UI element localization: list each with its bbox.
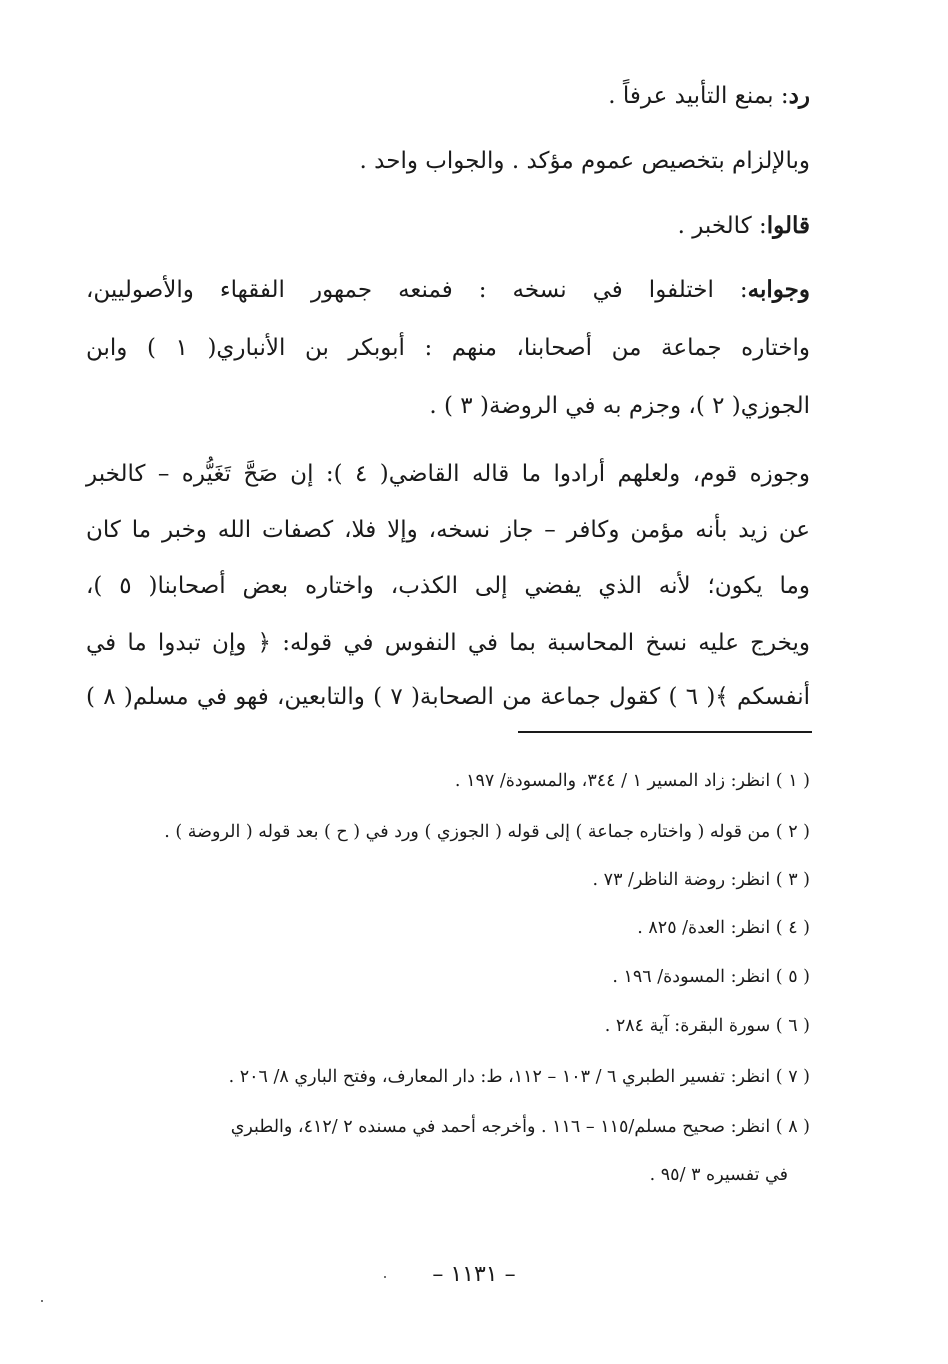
footnote-5: ( ٥ ) انظر: المسودة/ ١٩٦ . — [612, 967, 810, 987]
paragraph-lead: وجوابه — [747, 276, 810, 303]
footnote-separator — [518, 731, 812, 733]
footnote-4: ( ٤ ) انظر: العدة/ ٨٢٥ . — [637, 918, 810, 938]
footnote-1: ( ١ ) انظر: زاد المسير ١ / ٣٤٤، والمسودة/ ١٩٧ . — [454, 771, 810, 791]
paragraph-answer-line-3: الجوزي( ٢ )، وجزم به في الروضة( ٣ ) . — [429, 393, 810, 419]
paragraph-obligation: وبالإلزام بتخصيص عموم مؤكد . والجواب واحد . — [359, 148, 810, 174]
footnote-2: ( ٢ ) من قوله ( واختاره جماعة ) إلى قوله ( الجوزي ) ورد في ( ح ) بعد قوله ( الروضة ) . — [164, 822, 810, 842]
footnote-7: ( ٧ ) انظر: تفسير الطبري ٦ / ١٠٣ – ١١٢، ط: دار المعارف، وفتح الباري ٨/ ٢٠٦ . — [228, 1067, 810, 1087]
scan-speck — [384, 1276, 386, 1278]
footnote-6: ( ٦ ) سورة البقرة: آية ٢٨٤ . — [604, 1016, 810, 1036]
paragraph-they-said — [86, 212, 810, 239]
paragraph-lead: قالوا — [766, 212, 810, 239]
paragraph-text: : بمنع التأبيد عرفاً . — [608, 83, 789, 109]
paragraph-lead: رد — [788, 82, 810, 109]
footnote-3: ( ٣ ) انظر: روضة الناظر/ ٧٣ . — [592, 870, 810, 890]
page-number: – ١١٣١ – — [432, 1262, 516, 1287]
paragraph-permitted-line-3: وما يكون؛ لأنه الذي يفضي إلى الكذب، واختاره بعض أصحابنا( ٥ )، — [86, 573, 810, 599]
scan-speck — [41, 1300, 43, 1302]
footnote-8-continued: في تفسيره ٣ /٩٥ . — [649, 1165, 788, 1185]
paragraph-permitted-line-1: وجوزه قوم، ولعلهم أرادوا ما قاله القاضي( ٤ ): إن صَحَّ تَغَيُّره – كالخبر — [86, 461, 810, 487]
paragraph-answer-line-2: واختاره جماعة من أصحابنا، منهم : أبوبكر بن الأنباري( ١ ) وابن — [86, 335, 810, 361]
paragraph-permitted-line-4: ويخرج عليه نسخ المحاسبة بما في النفوس في قوله: ﴿ وإن تبدوا ما في — [86, 630, 810, 656]
paragraph-reply — [86, 82, 810, 109]
paragraph-answer-line-1 — [86, 276, 810, 303]
paragraph-text: : كالخبر . — [677, 213, 767, 239]
paragraph-permitted-line-5: أنفسكم ﴾( ٦ ) كقول جماعة من الصحابة( ٧ ) والتابعين، فهو في مسلم( ٨ ) — [86, 684, 810, 710]
paragraph-text: : اختلفوا في نسخه : فمنعه جمهور الفقهاء والأصوليين، — [86, 277, 748, 303]
footnote-8: ( ٨ ) انظر: صحيح مسلم/١١٥ – ١١٦ . وأخرجه أحمد في مسنده ٢ /٤١٢، والطبري — [230, 1117, 810, 1137]
paragraph-permitted-line-2: عن زيد بأنه مؤمن وكافر – جاز نسخه، وإلا فلا، كصفات الله وخبر ما كان — [86, 517, 810, 543]
